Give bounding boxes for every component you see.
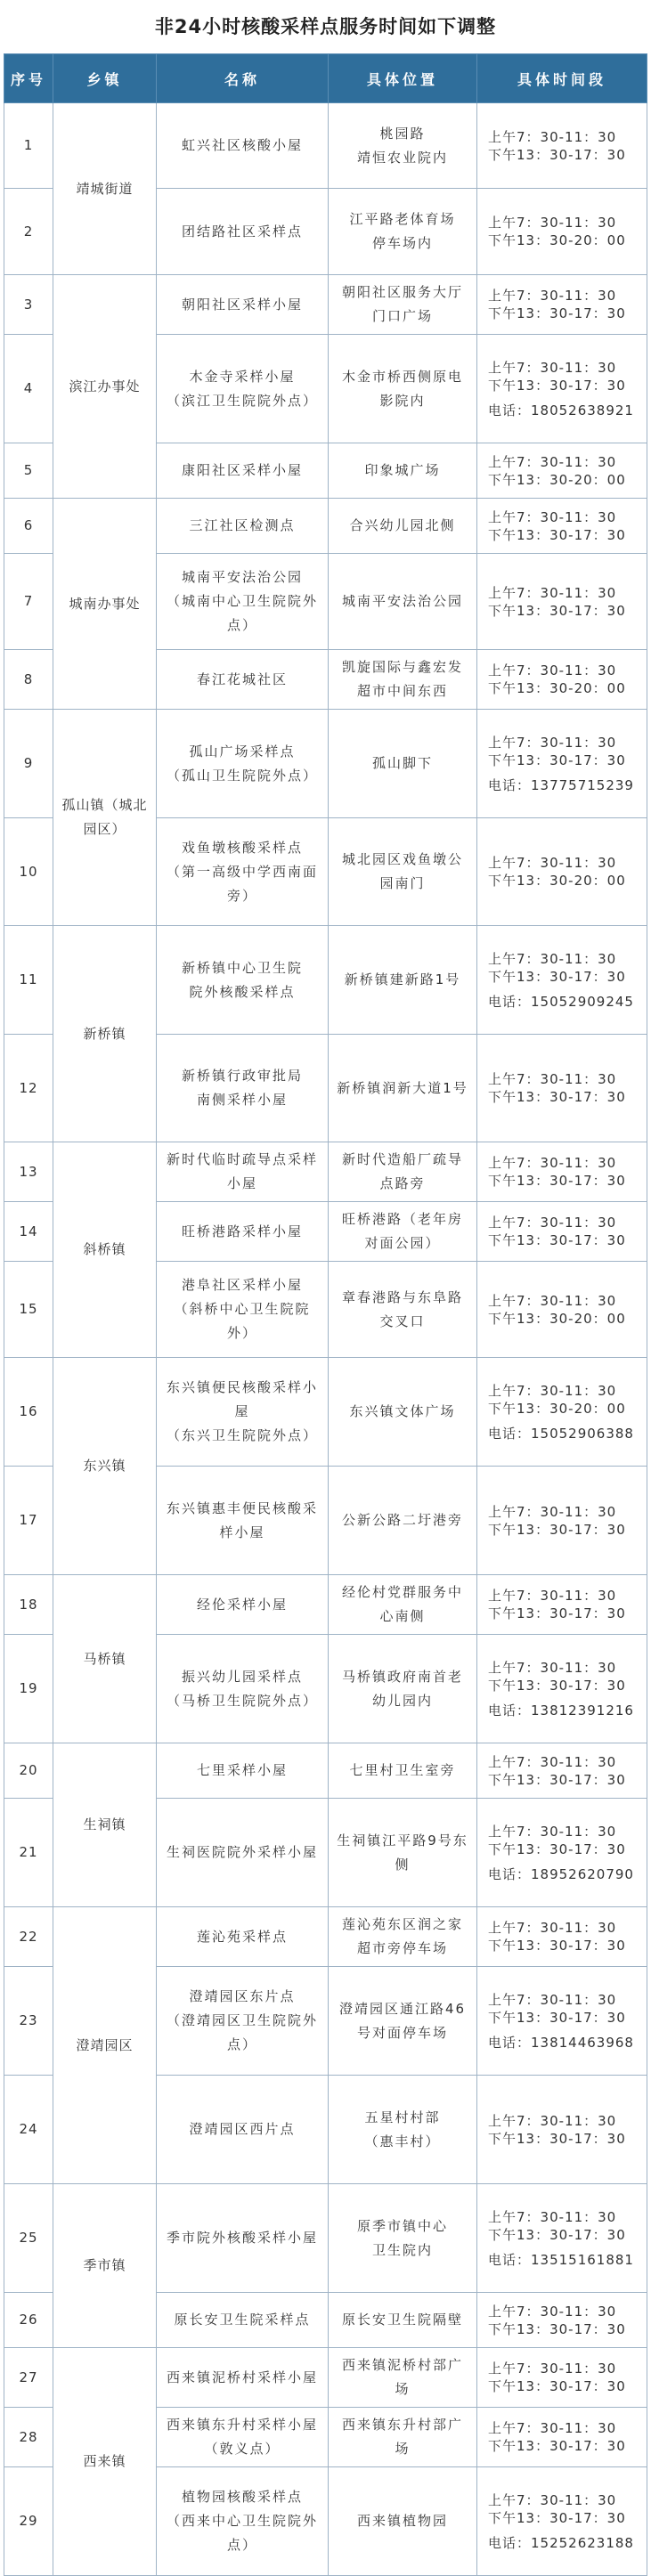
rows.23.time-line: 下午13：30-17：30 [488, 2130, 626, 2147]
rows.8.location-line: 孤山脚下 [371, 755, 433, 771]
table-row [4, 2348, 647, 2408]
site-location [329, 1142, 477, 1202]
site-location [329, 1635, 477, 1743]
town-cell: 孤山镇（城北园区） [53, 710, 157, 926]
rows.9.time-line: 上午7：30-11：30 [488, 855, 617, 871]
table-row [4, 926, 647, 1035]
rows.18.location-line: 马桥镇政府南首老幼儿园内 [341, 1668, 463, 1709]
rows.1.name-line: 团结路社区采样点 [181, 223, 303, 240]
town-cell: 马桥镇 [53, 1575, 157, 1743]
row-index: 16 [4, 1358, 53, 1467]
rows.15.time-line: 下午13：30-20：00 [488, 1400, 626, 1417]
rows.18.time-line: 下午13：30-17：30 [488, 1677, 626, 1694]
row-index: 23 [4, 1967, 53, 2076]
rows.26.location-line: 西来镇泥桥村部广场 [341, 2357, 463, 2397]
site-location [329, 499, 477, 554]
phone-number: 电话：15252623188 [488, 2534, 634, 2551]
site-location [329, 1967, 477, 2076]
rows.3.location-line: 木金市桥西侧原电影院内 [341, 368, 463, 409]
service-hours [477, 443, 647, 499]
rows.23.time-line: 上午7：30-11：30 [488, 2112, 617, 2129]
service-hours [477, 1575, 647, 1635]
table-row [4, 1743, 647, 1799]
rows.10.time-line: 上午7：30-11：30 [488, 950, 617, 967]
service-hours [477, 710, 647, 818]
rows.27.name-line: 西来镇东升村采样小屋（敦义点） [166, 2417, 318, 2457]
rows.0.time-line: 下午13：30-17：30 [488, 146, 626, 163]
rows.5.time-line: 下午13：30-17：30 [488, 526, 626, 543]
rows.2.location-line: 朝阳社区服务大厅门口广场 [341, 284, 463, 324]
service-hours [477, 499, 647, 554]
rows.24.time-line: 下午13：30-17：30 [488, 2226, 626, 2243]
rows.17.name-line: 经伦采样小屋 [196, 1596, 288, 1613]
rows.21.time-line: 下午13：30-17：30 [488, 1938, 626, 1954]
site-name [157, 1202, 329, 1262]
rows.26.time-line: 上午7：30-11：30 [488, 2361, 617, 2377]
rows.14.name-line: （斜桥中心卫生院院外） [174, 1301, 311, 1341]
rows.5.time-line: 上午7：30-11：30 [488, 508, 617, 525]
site-name [157, 189, 329, 275]
table-row [4, 1142, 647, 1202]
site-location [329, 1575, 477, 1635]
row-index: 5 [4, 443, 53, 499]
rows.13.time-line: 下午13：30-17：30 [488, 1232, 626, 1248]
rows.2.time-line: 上午7：30-11：30 [488, 288, 617, 304]
row-index: 20 [4, 1743, 53, 1799]
rows.27.location-line: 西来镇东升村部广场 [341, 2417, 463, 2457]
rows.11.location-line: 新桥镇润新大道1号 [337, 1079, 468, 1096]
site-location [329, 103, 477, 189]
rows.10.name-line: 院外核酸采样点 [189, 983, 296, 1000]
rows.28.time-line: 上午7：30-11：30 [488, 2491, 617, 2508]
header-location: 具体位置 [329, 54, 477, 103]
row-index: 13 [4, 1142, 53, 1202]
rows.5.location-line: 合兴幼儿园北侧 [349, 517, 456, 533]
site-location [329, 1035, 477, 1142]
service-hours [477, 926, 647, 1035]
service-hours [477, 554, 647, 650]
rows.24.location-line: 原季市镇中心 [356, 2217, 448, 2234]
rows.15.time-line: 上午7：30-11：30 [488, 1382, 617, 1399]
site-name [157, 2076, 329, 2184]
rows.9.name-line: 戏鱼墩核酸采样点 [181, 839, 303, 856]
rows.28.location-line: 西来镇植物园 [356, 2513, 448, 2529]
row-index: 6 [4, 499, 53, 554]
site-name [157, 650, 329, 710]
rows.4.time-line: 下午13：30-20：00 [488, 471, 626, 488]
rows.22.time-line: 上午7：30-11：30 [488, 1991, 617, 2008]
site-name [157, 2467, 329, 2576]
rows.2.time-line: 下午13：30-17：30 [488, 305, 626, 321]
row-index: 25 [4, 2184, 53, 2293]
rows.0.location-line: 靖恒农业院内 [356, 149, 448, 166]
rows.1.location-line: 停车场内 [371, 235, 433, 251]
service-hours [477, 1799, 647, 1907]
table-header-row [4, 54, 647, 103]
service-hours [477, 1743, 647, 1799]
site-location [329, 1743, 477, 1799]
rows.27.time-line: 上午7：30-11：30 [488, 2420, 617, 2436]
rows.3.time-line: 下午13：30-17：30 [488, 377, 626, 394]
rows.10.location-line: 新桥镇建新路1号 [344, 971, 461, 987]
rows.1.location-line: 江平路老体育场 [349, 211, 456, 227]
row-index: 17 [4, 1467, 53, 1575]
rows.28.time-line: 下午13：30-17：30 [488, 2509, 626, 2526]
rows.13.time-line: 上午7：30-11：30 [488, 1215, 617, 1231]
rows.11.time-line: 下午13：30-17：30 [488, 1089, 626, 1105]
service-hours [477, 1467, 647, 1575]
rows.24.location-line: 卫生院内 [371, 2241, 433, 2258]
row-index: 12 [4, 1035, 53, 1142]
service-hours [477, 2348, 647, 2408]
service-hours [477, 275, 647, 335]
rows.20.name-line: 生祠医院院外采样小屋 [166, 1844, 318, 1860]
service-hours [477, 2467, 647, 2576]
rows.22.location-line: 澄靖园区通江路46号对面停车场 [338, 2000, 467, 2041]
rows.12.time-line: 下午13：30-17：30 [488, 1173, 626, 1189]
rows.22.name-line: （澄靖园区卫生院院外点） [166, 2012, 318, 2052]
site-location [329, 189, 477, 275]
town-cell: 澄靖园区 [53, 1907, 157, 2184]
town-cell: 城南办事处 [53, 499, 157, 710]
site-location [329, 926, 477, 1035]
table-row [4, 2184, 647, 2293]
table-row [4, 1907, 647, 1967]
site-location [329, 2467, 477, 2576]
rows.27.time-line: 下午13：30-17：30 [488, 2438, 626, 2454]
rows.19.location-line: 七里村卫生室旁 [349, 1762, 456, 1778]
rows.14.time-line: 下午13：30-20：00 [488, 1310, 626, 1327]
service-hours [477, 2076, 647, 2184]
rows.18.time-line: 上午7：30-11：30 [488, 1659, 617, 1676]
site-location [329, 650, 477, 710]
rows.4.location-line: 印象城广场 [364, 462, 441, 478]
row-index: 11 [4, 926, 53, 1035]
rows.17.location-line: 经伦村党群服务中心南侧 [341, 1584, 463, 1624]
table-row [4, 1575, 647, 1635]
site-name [157, 1575, 329, 1635]
rows.8.name-line: 孤山广场采样点 [189, 743, 296, 760]
row-index: 8 [4, 650, 53, 710]
rows.4.name-line: 康阳社区采样小屋 [181, 462, 303, 478]
site-location [329, 2184, 477, 2293]
rows.11.name-line: 新桥镇行政审批局 [181, 1068, 303, 1084]
header-time: 具体时间段 [477, 54, 647, 103]
rows.5.name-line: 三江社区检测点 [189, 517, 296, 533]
row-index: 18 [4, 1575, 53, 1635]
rows.16.time-line: 上午7：30-11：30 [488, 1503, 617, 1520]
site-location [329, 1467, 477, 1575]
phone-number: 电话：13812391216 [488, 1702, 634, 1719]
site-location [329, 2293, 477, 2348]
row-index: 4 [4, 335, 53, 443]
service-hours [477, 189, 647, 275]
rows.12.name-line: 新时代临时疏导点采样小屋 [166, 1151, 318, 1191]
site-name [157, 103, 329, 189]
rows.28.name-line: 植物园核酸采样点 [181, 2489, 303, 2505]
row-index: 22 [4, 1907, 53, 1967]
rows.0.time-line: 上午7：30-11：30 [488, 128, 617, 145]
rows.10.name-line: 新桥镇中心卫生院 [181, 959, 303, 976]
rows.23.name-line: 澄靖园区西片点 [189, 2121, 296, 2137]
service-hours [477, 1142, 647, 1202]
table-row [4, 103, 647, 189]
rows.20.location-line: 生祠镇江平路9号东侧 [337, 1832, 468, 1873]
service-hours [477, 2293, 647, 2348]
rows.9.name-line: （第一高级中学西南面旁） [166, 863, 318, 904]
site-location [329, 1907, 477, 1967]
rows.11.time-line: 上午7：30-11：30 [488, 1071, 617, 1087]
rows.18.name-line: 振兴幼儿园采样点 [181, 1668, 303, 1685]
service-hours [477, 1358, 647, 1467]
site-location [329, 1262, 477, 1358]
rows.14.time-line: 上午7：30-11：30 [488, 1292, 617, 1309]
site-name [157, 1635, 329, 1743]
site-location [329, 335, 477, 443]
phone-number: 电话：18952620790 [488, 1865, 634, 1882]
phone-number: 电话：15052909245 [488, 993, 634, 1010]
rows.19.time-line: 上午7：30-11：30 [488, 1753, 617, 1770]
rows.17.time-line: 上午7：30-11：30 [488, 1588, 617, 1604]
schedule-table [4, 53, 647, 2576]
site-location [329, 2076, 477, 2184]
site-name [157, 1035, 329, 1142]
rows.18.name-line: （马桥卫生院院外点） [166, 1692, 318, 1709]
row-index: 14 [4, 1202, 53, 1262]
town-cell: 东兴镇 [53, 1358, 157, 1575]
rows.6.time-line: 下午13：30-17：30 [488, 602, 626, 619]
rows.9.time-line: 下午13：30-20：00 [488, 873, 626, 889]
rows.22.name-line: 澄靖园区东片点 [189, 1988, 296, 2004]
site-location [329, 554, 477, 650]
rows.6.location-line: 城南平安法治公园 [341, 593, 463, 609]
rows.28.name-line: （西来中心卫生院院外点） [166, 2513, 318, 2553]
rows.16.name-line: 东兴镇惠丰便民核酸采样小屋 [166, 1499, 318, 1540]
site-name [157, 818, 329, 926]
service-hours [477, 818, 647, 926]
rows.23.location-line: （惠丰村） [364, 2133, 441, 2149]
rows.16.time-line: 下午13：30-17：30 [488, 1521, 626, 1538]
site-name [157, 2348, 329, 2408]
rows.26.time-line: 下午13：30-17：30 [488, 2378, 626, 2394]
rows.14.name-line: 港阜社区采样小屋 [181, 1277, 303, 1293]
row-index: 1 [4, 103, 53, 189]
rows.20.time-line: 下午13：30-17：30 [488, 1841, 626, 1857]
service-hours [477, 103, 647, 189]
site-location [329, 1799, 477, 1907]
town-cell: 季市镇 [53, 2184, 157, 2348]
service-hours [477, 1635, 647, 1743]
site-name [157, 1743, 329, 1799]
rows.3.name-line: 木金寺采样小屋 [189, 368, 296, 385]
site-name [157, 2408, 329, 2467]
service-hours [477, 2184, 647, 2293]
rows.1.time-line: 下午13：30-20：00 [488, 232, 626, 248]
town-cell: 生祠镇 [53, 1743, 157, 1907]
rows.21.time-line: 上午7：30-11：30 [488, 1920, 617, 1936]
site-name [157, 1799, 329, 1907]
row-index: 29 [4, 2467, 53, 2576]
site-name [157, 1467, 329, 1575]
row-index: 2 [4, 189, 53, 275]
row-index: 24 [4, 2076, 53, 2184]
service-hours [477, 335, 647, 443]
town-cell: 西来镇 [53, 2348, 157, 2576]
site-name [157, 710, 329, 818]
rows.7.name-line: 春江花城社区 [196, 670, 288, 687]
site-location [329, 2408, 477, 2467]
table-row [4, 1358, 647, 1467]
rows.9.location-line: 城北园区戏鱼墩公园南门 [341, 851, 463, 891]
site-name [157, 499, 329, 554]
rows.6.name-line: （城南中心卫生院院外点） [166, 593, 318, 633]
rows.17.time-line: 下午13：30-17：30 [488, 1605, 626, 1621]
site-name [157, 335, 329, 443]
header-name: 名称 [157, 54, 329, 103]
site-name [157, 443, 329, 499]
row-index: 27 [4, 2348, 53, 2408]
rows.25.name-line: 原长安卫生院采样点 [174, 2312, 311, 2328]
site-name [157, 2293, 329, 2348]
table-body [4, 103, 647, 2576]
rows.15.location-line: 东兴镇文体广场 [349, 1403, 456, 1419]
site-name [157, 554, 329, 650]
town-cell: 靖城街道 [53, 103, 157, 275]
service-hours [477, 1262, 647, 1358]
site-name [157, 1142, 329, 1202]
rows.0.name-line: 虹兴社区核酸小屋 [181, 137, 303, 153]
rows.10.time-line: 下午13：30-17：30 [488, 968, 626, 985]
site-location [329, 2348, 477, 2408]
service-hours [477, 1035, 647, 1142]
phone-number: 电话：13515161881 [488, 2251, 634, 2268]
rows.14.location-line: 章春港路与东阜路交叉口 [341, 1288, 463, 1329]
town-cell: 斜桥镇 [53, 1142, 157, 1358]
site-name [157, 1967, 329, 2076]
rows.25.time-line: 上午7：30-11：30 [488, 2303, 617, 2320]
rows.7.time-line: 下午13：30-20：00 [488, 680, 626, 696]
header-town: 乡镇 [53, 54, 157, 103]
table-row [4, 499, 647, 554]
phone-number: 电话：13775715239 [488, 776, 634, 793]
rows.21.name-line: 莲沁苑采样点 [196, 1928, 288, 1945]
rows.11.name-line: 南侧采样小屋 [196, 1092, 288, 1108]
phone-number: 电话：15052906388 [488, 1425, 634, 1442]
service-hours [477, 1907, 647, 1967]
rows.7.time-line: 上午7：30-11：30 [488, 662, 617, 679]
row-index: 21 [4, 1799, 53, 1907]
rows.8.time-line: 上午7：30-11：30 [488, 734, 617, 751]
rows.22.time-line: 下午13：30-17：30 [488, 2009, 626, 2026]
rows.15.name-line: （东兴卫生院院外点） [166, 1427, 318, 1443]
table-row [4, 275, 647, 335]
rows.12.time-line: 上午7：30-11：30 [488, 1155, 617, 1171]
site-location [329, 1358, 477, 1467]
site-location [329, 710, 477, 818]
rows.6.time-line: 上午7：30-11：30 [488, 584, 617, 601]
rows.3.name-line: （滨江卫生院院外点） [166, 392, 318, 409]
phone-number: 电话：18052638921 [488, 402, 634, 418]
rows.6.name-line: 城南平安法治公园 [181, 569, 303, 585]
site-name [157, 275, 329, 335]
rows.21.location-line: 莲沁苑东区润之家超市旁停车场 [341, 1916, 463, 1956]
rows.3.time-line: 上午7：30-11：30 [488, 359, 617, 376]
rows.13.name-line: 旺桥港路采样小屋 [181, 1223, 303, 1239]
rows.1.time-line: 上午7：30-11：30 [488, 215, 617, 231]
site-location [329, 818, 477, 926]
table-row [4, 710, 647, 818]
rows.26.name-line: 西来镇泥桥村采样小屋 [166, 2369, 318, 2385]
town-cell: 滨江办事处 [53, 275, 157, 499]
rows.8.name-line: （孤山卫生院院外点） [166, 767, 318, 784]
rows.19.time-line: 下午13：30-17：30 [488, 1771, 626, 1788]
rows.12.location-line: 新时代造船厂疏导点路旁 [341, 1151, 463, 1191]
rows.8.time-line: 下午13：30-17：30 [488, 752, 626, 768]
rows.4.time-line: 上午7：30-11：30 [488, 453, 617, 470]
rows.23.location-line: 五星村村部 [364, 2109, 441, 2125]
site-name [157, 2184, 329, 2293]
row-index: 28 [4, 2408, 53, 2467]
service-hours [477, 1202, 647, 1262]
row-index: 15 [4, 1262, 53, 1358]
rows.7.location-line: 凯旋国际与鑫宏发超市中间东西 [341, 659, 463, 699]
header-index: 序号 [4, 54, 53, 103]
rows.15.name-line: 东兴镇便民核酸采样小屋 [166, 1379, 318, 1419]
service-hours [477, 2408, 647, 2467]
site-location [329, 275, 477, 335]
rows.13.location-line: 旺桥港路（老年房对面公园） [341, 1211, 463, 1251]
row-index: 3 [4, 275, 53, 335]
service-hours [477, 1967, 647, 2076]
row-index: 26 [4, 2293, 53, 2348]
rows.24.time-line: 上午7：30-11：30 [488, 2208, 617, 2225]
site-name [157, 1907, 329, 1967]
site-name [157, 926, 329, 1035]
rows.25.location-line: 原长安卫生院隔壁 [341, 2312, 463, 2328]
site-name [157, 1262, 329, 1358]
row-index: 9 [4, 710, 53, 818]
row-index: 7 [4, 554, 53, 650]
service-hours [477, 650, 647, 710]
site-location [329, 443, 477, 499]
site-name [157, 1358, 329, 1467]
phone-number: 电话：13814463968 [488, 2034, 634, 2051]
row-index: 10 [4, 818, 53, 926]
town-cell: 新桥镇 [53, 926, 157, 1142]
site-location [329, 1202, 477, 1262]
rows.2.name-line: 朝阳社区采样小屋 [181, 296, 303, 313]
rows.19.name-line: 七里采样小屋 [196, 1762, 288, 1778]
rows.16.location-line: 公新公路二圩港旁 [341, 1512, 463, 1528]
rows.0.location-line: 桃园路 [379, 125, 426, 142]
rows.24.name-line: 季市院外核酸采样小屋 [166, 2230, 318, 2246]
rows.20.time-line: 上午7：30-11：30 [488, 1823, 617, 1840]
row-index: 19 [4, 1635, 53, 1743]
rows.25.time-line: 下午13：30-17：30 [488, 2320, 626, 2337]
page-title: 非24小时核酸采样点服务时间如下调整 [154, 16, 497, 37]
